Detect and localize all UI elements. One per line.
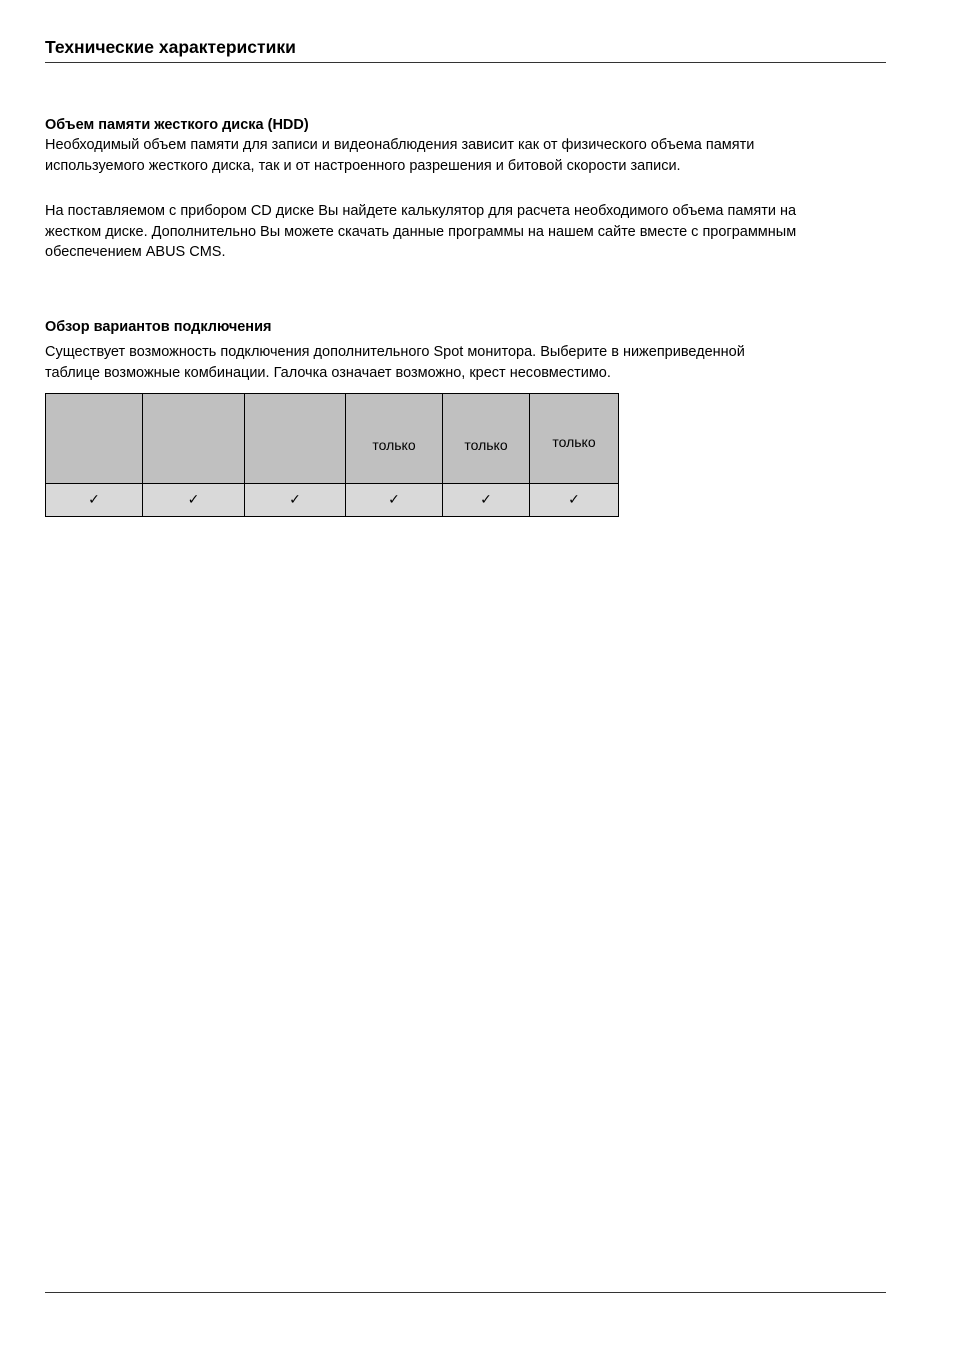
header-divider — [45, 62, 886, 63]
table-header-cell — [143, 394, 245, 484]
table-header-row — [46, 394, 619, 484]
table-header-cell: только — [443, 394, 530, 484]
table-header-cell: только — [530, 394, 619, 484]
text-line: таблице возможные комбинации. Галочка означает возможно, крест несовместимо. — [45, 364, 611, 381]
text-line: обеспечением ABUS CMS. — [45, 244, 226, 260]
table-header-cell — [46, 394, 143, 484]
table-header-cell — [245, 394, 346, 484]
checkmark-icon: ✓ — [143, 484, 245, 517]
connection-paragraph — [45, 342, 895, 383]
checkmark-icon: ✓ — [346, 484, 443, 517]
hdd-paragraph-2 — [45, 201, 895, 263]
page-title: Технические характеристики — [45, 37, 296, 57]
connection-section-title: Обзор вариантов подключения — [45, 319, 272, 335]
table-row — [46, 484, 619, 517]
hdd-paragraph-1 — [45, 135, 895, 176]
checkmark-icon: ✓ — [443, 484, 530, 517]
text-line: На поставляемом с прибором CD диске Вы найдете калькулятор для расчета необходимого объема памяти на — [45, 203, 797, 219]
text-line: Необходимый объем памяти для записи и видеонаблюдения зависит как от физического объема памяти — [45, 137, 755, 153]
hdd-section-title: Объем памяти жесткого диска (HDD) — [45, 117, 309, 133]
text-line: жестком диске. Дополнительно Вы можете скачать данные программы на нашем сайте вместе с программным — [45, 223, 797, 240]
text-line: Существует возможность подключения дополнительного Spot монитора. Выберите в нижеприведенной — [45, 344, 745, 360]
footer-divider — [45, 1292, 886, 1293]
checkmark-icon: ✓ — [46, 484, 143, 517]
compatibility-table — [45, 393, 619, 517]
checkmark-icon: ✓ — [530, 484, 619, 517]
checkmark-icon: ✓ — [245, 484, 346, 517]
table-header-cell: только — [346, 394, 443, 484]
text-line: используемого жесткого диска, так и от настроенного разрешения и битовой скорости записи. — [45, 157, 681, 174]
